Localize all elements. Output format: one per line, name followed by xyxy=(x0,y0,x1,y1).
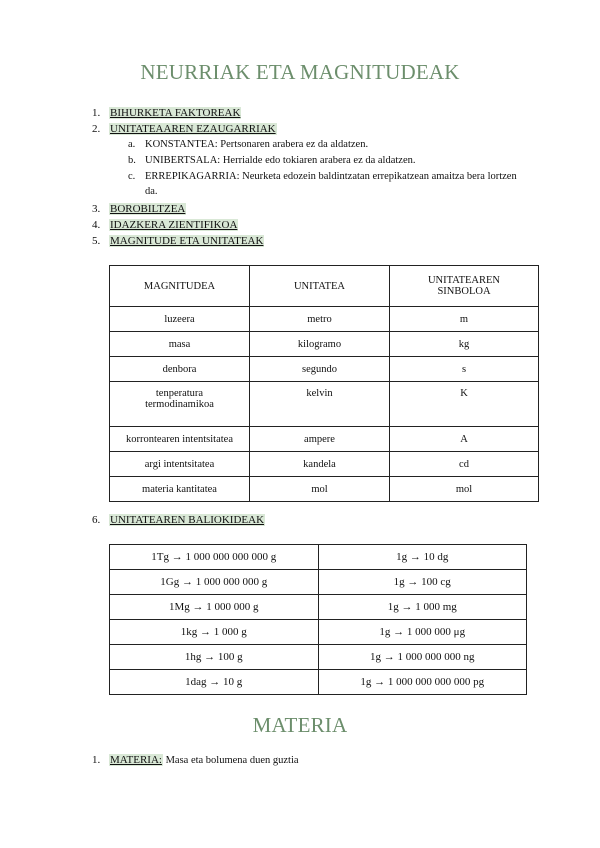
table-row xyxy=(110,670,527,695)
table-row xyxy=(110,427,539,452)
table-cell: 1kg → 1 000 g xyxy=(110,620,319,645)
topic-link[interactable]: MAGNITUDE ETA UNITATEAK xyxy=(110,235,264,247)
table-cell: 1g → 100 cg xyxy=(318,570,527,595)
table-cell: tenperatura termodinamikoa xyxy=(110,382,250,427)
table-row xyxy=(110,332,539,357)
table-cell: kelvin xyxy=(250,382,390,427)
list-number: 1. xyxy=(92,754,101,766)
table-cell: mol xyxy=(390,477,539,502)
table-cell: 1g → 1 000 000 μg xyxy=(318,620,527,645)
table-cell: 1dag → 10 g xyxy=(110,670,319,695)
table-cell: cd xyxy=(390,452,539,477)
list-number: 1. xyxy=(92,107,101,119)
topic-link[interactable]: UNITATEAREN BALIOKIDEAK xyxy=(110,514,265,526)
table-row xyxy=(110,307,539,332)
list-number: 4. xyxy=(92,219,101,231)
list-item xyxy=(92,233,264,249)
table-cell: A xyxy=(390,427,539,452)
table-row xyxy=(110,477,539,502)
list-number: 6. xyxy=(92,514,101,526)
table-cell: masa xyxy=(110,332,250,357)
table-cell: materia kantitatea xyxy=(110,477,250,502)
column-header: UNITATEAREN SINBOLOA xyxy=(390,266,539,307)
table-header-row xyxy=(110,266,539,307)
table-row xyxy=(110,595,527,620)
list-number: 2. xyxy=(92,123,101,135)
topic-link[interactable]: MATERIA: xyxy=(110,754,162,766)
sub-letter: b. xyxy=(128,155,136,166)
list-number: 3. xyxy=(92,203,101,215)
list-item xyxy=(92,752,299,769)
sub-text: ERREPIKAGARRIA: Neurketa edozein baldintzatan errepikatzean amaitza bera lortzen da. xyxy=(145,171,517,197)
table-cell: segundo xyxy=(250,357,390,382)
table-cell: argi intentsitatea xyxy=(110,452,250,477)
list-item xyxy=(92,105,241,121)
table-cell: mol xyxy=(250,477,390,502)
section-title: MATERIA xyxy=(252,713,348,737)
sub-letter: c. xyxy=(128,171,136,182)
list-item xyxy=(92,121,277,137)
table-cell: 1hg → 100 g xyxy=(110,645,319,670)
table-cell: 1g → 1 000 000 000 000 pg xyxy=(318,670,527,695)
definition-text: Masa eta bolumena duen guztia xyxy=(162,755,299,766)
table-cell: K xyxy=(390,382,539,427)
table-cell: ampere xyxy=(250,427,390,452)
table-row xyxy=(110,382,539,427)
page-title: NEURRIAK ETA MAGNITUDEAK xyxy=(140,60,460,84)
list-item xyxy=(92,217,238,233)
table-cell: s xyxy=(390,357,539,382)
list-item xyxy=(92,512,265,528)
table-cell: kilogramo xyxy=(250,332,390,357)
column-header: MAGNITUDEA xyxy=(110,266,250,307)
list-number: 5. xyxy=(92,235,101,247)
table-cell: m xyxy=(390,307,539,332)
table-row xyxy=(110,570,527,595)
table-cell: 1g → 1 000 mg xyxy=(318,595,527,620)
topic-link[interactable]: BIHURKETA FAKTOREAK xyxy=(110,107,241,119)
column-header: UNITATEA xyxy=(250,266,390,307)
topic-link[interactable]: BOROBILTZEA xyxy=(110,203,186,215)
sub-letter: a. xyxy=(128,139,136,150)
table-cell: kandela xyxy=(250,452,390,477)
table-cell: 1g → 10 dg xyxy=(318,545,527,570)
table-row xyxy=(110,357,539,382)
topic-link[interactable]: IDAZKERA ZIENTIFIKOA xyxy=(110,219,238,231)
magnitude-table xyxy=(109,265,539,502)
table-cell: 1Mg → 1 000 000 g xyxy=(110,595,319,620)
table-cell: korrontearen intentsitatea xyxy=(110,427,250,452)
table-cell: luzeera xyxy=(110,307,250,332)
table-row xyxy=(110,452,539,477)
sub-text: KONSTANTEA: Pertsonaren arabera ez da aldatzen. xyxy=(145,139,369,150)
table-row xyxy=(110,545,527,570)
table-cell: kg xyxy=(390,332,539,357)
table-cell: metro xyxy=(250,307,390,332)
table-cell: 1Gg → 1 000 000 000 g xyxy=(110,570,319,595)
sub-text: UNIBERTSALA: Herrialde edo tokiaren arabera ez da aldatzen. xyxy=(145,155,416,166)
table-cell: 1g → 1 000 000 000 ng xyxy=(318,645,527,670)
list-item xyxy=(92,201,186,217)
equivalence-table xyxy=(109,544,527,695)
table-cell: denbora xyxy=(110,357,250,382)
table-row xyxy=(110,620,527,645)
table-row xyxy=(110,645,527,670)
table-cell: 1Tg → 1 000 000 000 000 g xyxy=(110,545,319,570)
topic-link[interactable]: UNITATEAAREN EZAUGARRIAK xyxy=(110,123,276,135)
